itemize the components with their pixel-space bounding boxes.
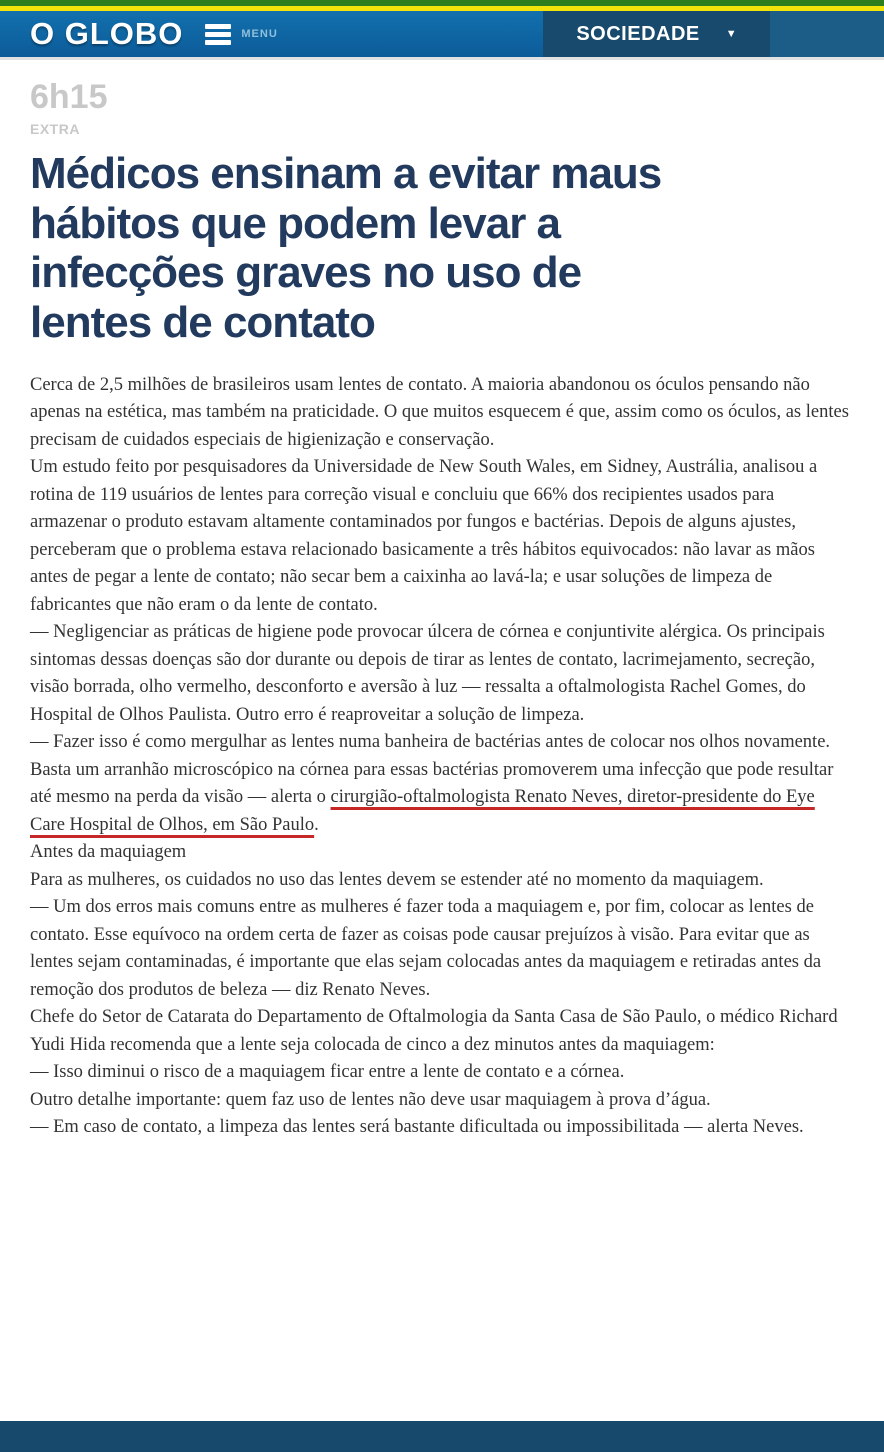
quote-post-text: . xyxy=(314,814,319,835)
paragraph: Chefe do Setor de Catarata do Departamento de Oftalmologia da Santa Casa de São Paulo, o médico Richard Yudi Hida recomenda que a lente seja colocada de cinco a dez minutos antes da maquiagem: xyxy=(30,1007,838,1055)
article-kicker: EXTRA xyxy=(30,121,80,137)
doctor-profile-link[interactable]: cirurgião-oftalmologista Renato Neves, diretor-presidente do Eye Care Hospital de Olhos, em São Paulo xyxy=(30,787,815,835)
quote-paragraph xyxy=(30,729,850,839)
paragraph: Outro detalhe importante: quem faz uso de lentes não deve usar maquiagem à prova d’água. xyxy=(30,1089,711,1110)
article xyxy=(0,60,884,1142)
quote-pre-text: — Fazer isso é como mergulhar as lentes numa banheira de bactérias antes de colocar nos olhos novamente. Basta um arranhão microscópico na córnea para essas bactérias promoverem uma infecção que pode resultar até mesmo na perda da visão — alerta o xyxy=(30,732,834,808)
paragraph: — Isso diminui o risco de a maquiagem ficar entre a lente de contato e a córnea. xyxy=(30,1062,625,1083)
menu-button[interactable] xyxy=(205,21,277,48)
article-time: 6h15 xyxy=(30,78,108,116)
article-body xyxy=(30,372,850,1142)
section-dropdown[interactable] xyxy=(543,11,770,57)
paragraph: Um estudo feito por pesquisadores da Universidade de New South Wales, em Sidney, Austrália, analisou a rotina de 119 usuários de lentes para correção visual e concluiu que 66% dos recipientes usados para armazenar o produto estavam altamente contaminados por fungos e bactérias. Depois de alguns ajustes, perceberam que o problema estava relacionado basicamente a três hábitos equivocados: não lavar as mãos antes de pegar a lente de contato; não secar bem a caixinha ao lavá-la; e usar soluções de limpeza de fabricantes que não eram o da lente de contato. xyxy=(30,457,818,615)
site-header xyxy=(0,11,884,60)
article-headline: Médicos ensinam a evitar maus hábitos que podem levar a infecções graves no uso de lentes de contato xyxy=(30,149,662,348)
oglobo-logo[interactable]: O GLOBO xyxy=(30,16,184,51)
chevron-down-icon: ▼ xyxy=(725,28,737,40)
section-dropdown-label: SOCIEDADE xyxy=(576,22,700,45)
hamburger-icon xyxy=(205,21,231,48)
menu-button-label: MENU xyxy=(241,28,278,40)
paragraph: Cerca de 2,5 milhões de brasileiros usam lentes de contato. A maioria abandonou os óculos pensando não apenas na estética, mas também na praticidade. O que muitos esquecem é que, assim como os óculos, as lentes precisam de cuidados especiais de higienização e conservação. xyxy=(30,374,849,450)
paragraph: — Um dos erros mais comuns entre as mulheres é fazer toda a maquiagem e, por fim, colocar as lentes de contato. Esse equívoco na ordem certa de fazer as coisas pode causar prejuízos à visão. Para evitar que as lentes sejam contaminadas, é importante que elas sejam colocadas antes da maquiagem e retiradas antes da remoção dos produtos de beleza — diz Renato Neves. xyxy=(30,897,822,1000)
paragraph: — Negligenciar as práticas de higiene pode provocar úlcera de córnea e conjuntivite alérgica. Os principais sintomas dessas doenças são dor durante ou depois de tirar as lentes de contato, lacrimejamento, secreção, visão borrada, olho vermelho, desconforto e aversão à luz — ressalta a oftalmologista Rachel Gomes, do Hospital de Olhos Paulista. Outro erro é reaproveitar a solução de limpeza. xyxy=(30,622,825,725)
header-right-pane xyxy=(770,11,884,57)
footer-bar xyxy=(0,1421,884,1452)
paragraph: — Em caso de contato, a limpeza das lentes será bastante dificultada ou impossibilitada — alerta Neves. xyxy=(30,1117,804,1138)
paragraph: Para as mulheres, os cuidados no uso das lentes devem se estender até no momento da maquiagem. xyxy=(30,869,764,890)
subhead-antes-da-maquiagem: Antes da maquiagem xyxy=(30,842,187,863)
